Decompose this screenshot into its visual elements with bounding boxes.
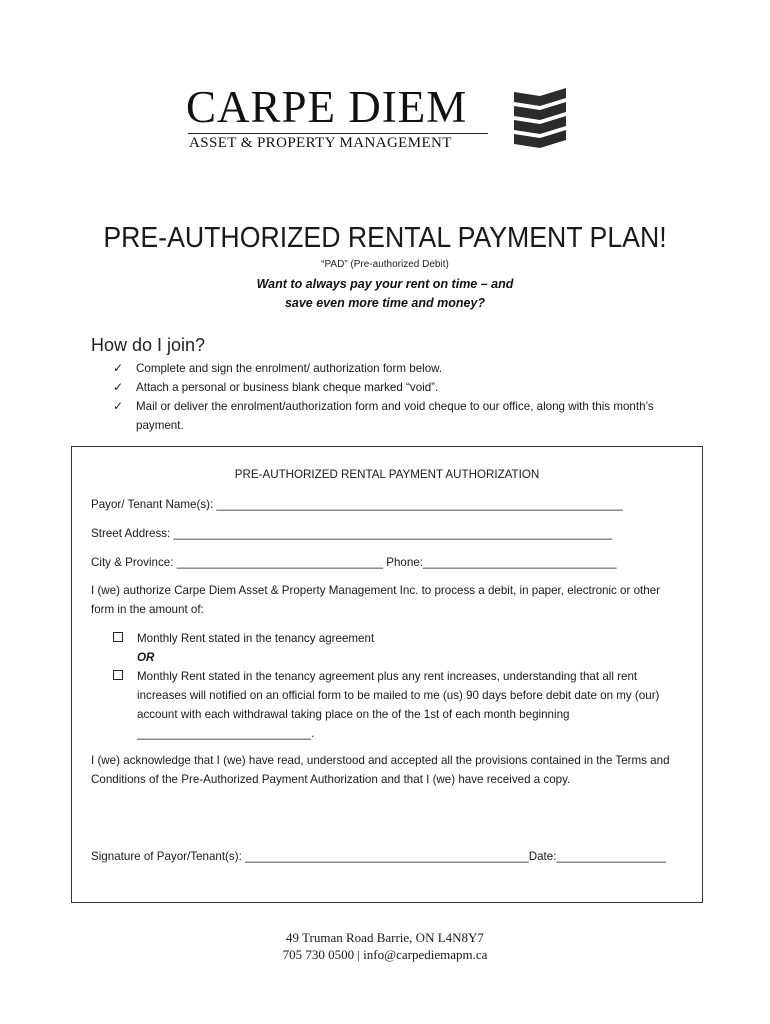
authorization-form	[71, 446, 703, 903]
street-address-field[interactable]: Street Address: ____________________________________________________________________	[91, 527, 612, 540]
page-title: PRE-AUTHORIZED RENTAL PAYMENT PLAN!	[103, 222, 667, 254]
join-steps-list	[113, 359, 688, 435]
footer-address: 49 Truman Road Barrie, ON L4N8Y7	[286, 930, 484, 945]
footer	[0, 929, 770, 963]
checkmark-icon: ✓	[113, 361, 124, 375]
option-label: Monthly Rent stated in the tenancy agreement plus any rent increases, understanding that all rent increases will notified on an official form to be mailed to me (us) 90 days before debit date on my (our) account with each withdrawal taking place on the of the 1st of each month beginning ___________________________.	[137, 670, 660, 740]
form-title: PRE-AUTHORIZED RENTAL PAYMENT AUTHORIZATION	[234, 468, 540, 481]
list-item	[113, 359, 688, 378]
step-text: Complete and sign the enrolment/ authorization form below.	[136, 362, 443, 375]
checkmark-icon: ✓	[113, 380, 124, 394]
signature-date-field[interactable]: Signature of Payor/Tenant(s): ____________________________________________Date:_________________	[91, 850, 667, 863]
authorize-text: I (we) authorize Carpe Diem Asset & Property Management Inc. to process a debit, in paper, electronic or other form in the amount of:	[91, 584, 661, 616]
step-text: Mail or deliver the enrolment/authorization form and void cheque to our office, along with this month’s payment.	[136, 400, 654, 432]
city-phone-field[interactable]: City & Province: ________________________________ Phone:______________________________	[91, 556, 617, 569]
option-label: Monthly Rent stated in the tenancy agreement	[137, 632, 375, 645]
option-monthly-rent[interactable]	[113, 629, 673, 648]
payor-name-field[interactable]: Payor/ Tenant Name(s): _______________________________________________________________	[91, 498, 623, 511]
logo-divider	[188, 133, 488, 134]
page-subtitle: “PAD” (Pre-authorized Debit)	[321, 259, 449, 270]
tagline	[0, 275, 770, 313]
option-rent-with-increases[interactable]	[113, 667, 673, 743]
logo-subtitle: ASSET & PROPERTY MANAGEMENT	[189, 135, 452, 151]
or-label: OR	[137, 651, 155, 664]
checkbox[interactable]	[113, 670, 123, 680]
company-logo	[186, 84, 570, 152]
tagline-line-2: save even more time and money?	[284, 296, 486, 310]
tagline-line-1: Want to always pay your rent on time – and	[256, 277, 514, 291]
list-item	[113, 378, 688, 397]
building-stack-icon	[512, 86, 568, 150]
logo-name: CARPE DIEM	[186, 82, 468, 132]
acknowledge-text: I (we) acknowledge that I (we) have read, understood and accepted all the provisions contained in the Terms and Conditions of the Pre-Authorized Payment Authorization and that I (we) have received a copy.	[91, 754, 670, 786]
step-text: Attach a personal or business blank cheque marked “void”.	[136, 381, 439, 394]
list-item	[113, 397, 688, 435]
checkmark-icon: ✓	[113, 399, 124, 413]
checkbox[interactable]	[113, 632, 123, 642]
footer-contact: 705 730 0500 | info@carpediemapm.ca	[282, 947, 488, 962]
join-heading: How do I join?	[91, 335, 206, 355]
